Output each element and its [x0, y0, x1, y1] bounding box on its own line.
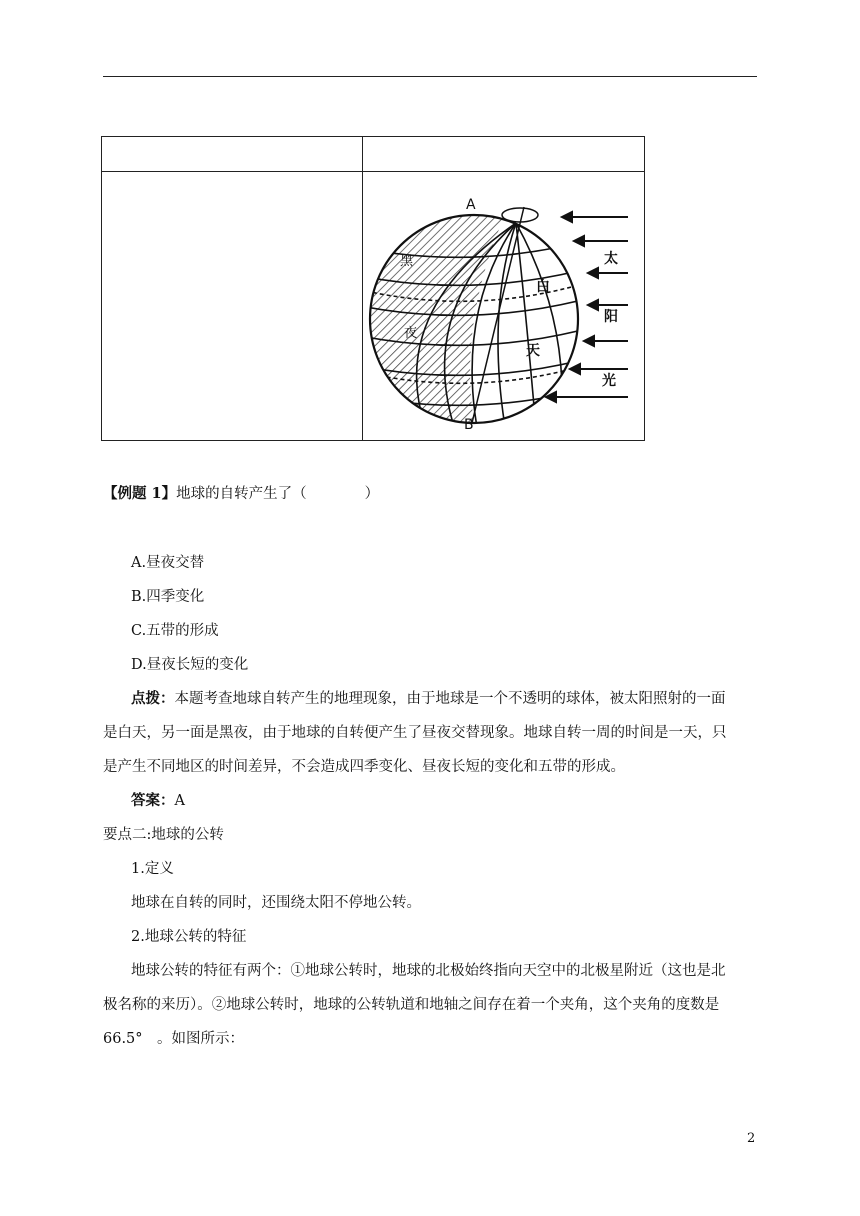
- hint-line-2: 是白天，另一面是黑夜，由于地球的自转便产生了昼夜交替现象。地球自转一周的时间是一天，只: [103, 725, 727, 741]
- table-column-divider: [362, 137, 363, 440]
- day-label-1: 白: [536, 279, 550, 295]
- definition-title: 1.定义: [131, 861, 174, 877]
- night-label-upper: 黑: [400, 254, 414, 269]
- day-label-2: 天: [526, 343, 540, 359]
- answer-label: 答案：: [131, 792, 175, 809]
- sun-label-1: 太: [604, 251, 618, 267]
- definition-text: 地球在自转的同时，还围绕太阳不停地公转。: [131, 895, 421, 911]
- layout-table: [101, 136, 645, 441]
- hint-label: 点拨：: [131, 690, 175, 707]
- header-rule: [103, 76, 757, 77]
- hint-text-1: 本题考查地球自转产生的地理现象，由于地球是一个不透明的球体，被太阳照射的一面: [174, 691, 726, 707]
- table-row-divider: [102, 171, 644, 172]
- earth-globe-diagram: [366, 193, 638, 433]
- example-question: [103, 483, 379, 505]
- option-b: B.四季变化: [131, 589, 205, 605]
- night-side: [366, 193, 516, 433]
- point-a-label: A: [466, 197, 476, 213]
- features-line-3: 66.5° 。如图所示：: [103, 1031, 245, 1047]
- example-label: 【例题 1】: [103, 485, 177, 502]
- features-title: 2.地球公转的特征: [131, 929, 247, 945]
- features-line-2: 极名称的来历）。②地球公转时，地球的公转轨道和地轴之间存在着一个夹角，这个夹角的度数是: [103, 997, 720, 1013]
- earth-rotation-figure: [366, 193, 638, 437]
- option-d: D.昼夜长短的变化: [131, 657, 249, 673]
- hint-line-3: 是产生不同地区的时间差异，不会造成四季变化、昼夜长短的变化和五带的形成。: [103, 759, 625, 775]
- page-number: 2: [747, 1131, 756, 1146]
- option-a: A.昼夜交替: [131, 555, 205, 571]
- example-question-text: 地球的自转产生了（ ）: [176, 486, 380, 502]
- answer-line: [131, 790, 185, 812]
- features-line-1: 地球公转的特征有两个：①地球公转时，地球的北极始终指向天空中的北极星附近（这也是北: [131, 963, 726, 979]
- hint-line-1: [131, 688, 726, 710]
- point-b-label: B: [464, 417, 474, 433]
- option-c: C.五带的形成: [131, 623, 219, 639]
- answer-value: A: [174, 793, 185, 809]
- section-heading: 要点二:地球的公转: [103, 827, 224, 843]
- sun-label-3: 光: [602, 373, 616, 389]
- sun-label-2: 阳: [604, 309, 618, 325]
- night-label-lower: 夜: [404, 326, 418, 341]
